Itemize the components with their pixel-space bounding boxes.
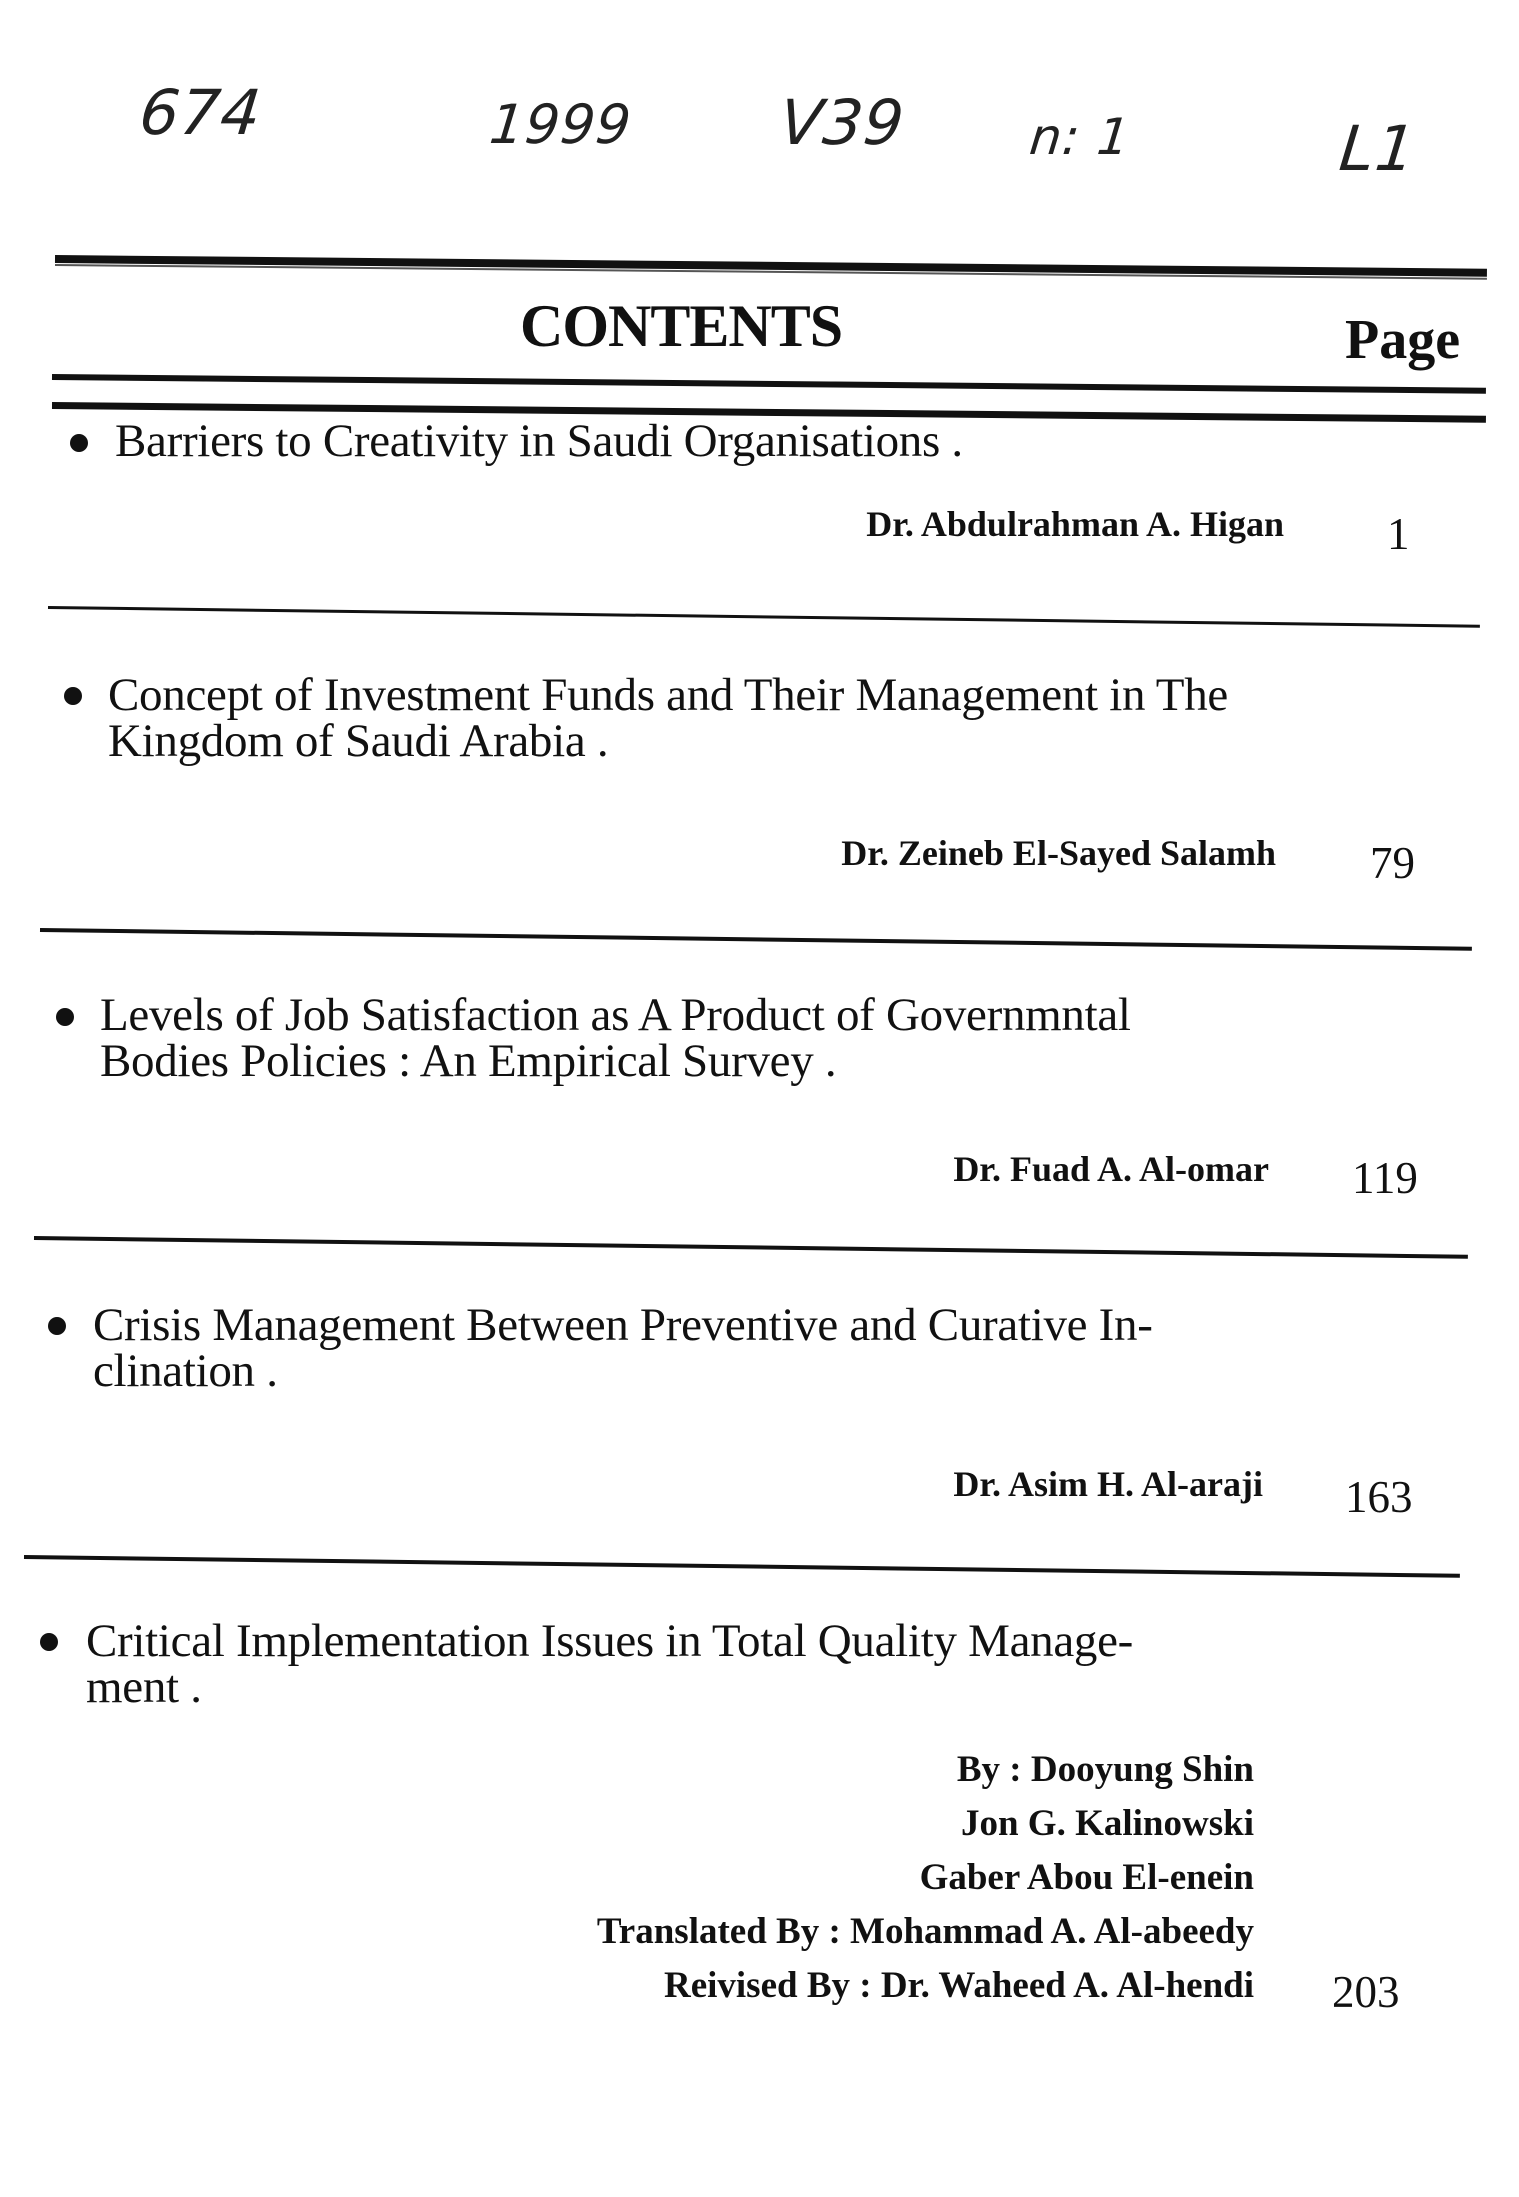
credit-line: Translated By : Mohammad A. Al-abeedy — [596, 1911, 1254, 1952]
credit-line: Jon G. Kalinowski — [960, 1803, 1254, 1844]
handwritten-issue: n: 1 — [1026, 108, 1134, 166]
entry-title-line: Crisis Management Between Preventive and Curative In- — [93, 1299, 1153, 1351]
entry-page-number: 163 — [1345, 1472, 1413, 1522]
handwritten-call-number: 674 — [136, 76, 266, 149]
entry-title-line: Bodies Policies : An Empirical Survey . — [100, 1035, 837, 1087]
credit-line: Reivised By : Dr. Waheed A. Al-hendi — [663, 1965, 1254, 2006]
entry-title-line: Critical Implementation Issues in Total Quality Manage- — [86, 1615, 1134, 1667]
entry-page-number: 203 — [1332, 1967, 1400, 2017]
entry-author: Dr. Zeineb El-Sayed Salamh — [841, 833, 1276, 873]
handwritten-year: 1999 — [486, 93, 635, 156]
entry-author: Dr. Asim H. Al-araji — [953, 1464, 1263, 1504]
bullet-icon — [48, 1317, 66, 1335]
entry-page-number: 119 — [1352, 1153, 1418, 1203]
entry-title — [108, 669, 1228, 767]
entry-divider — [34, 1236, 1468, 1259]
entry-author: Dr. Abdulrahman A. Higan — [866, 504, 1284, 544]
bullet-icon — [40, 1633, 58, 1651]
entry-divider — [24, 1555, 1460, 1578]
credit-line: By : Dooyung Shin — [956, 1749, 1254, 1790]
page-column-label: Page — [1345, 309, 1461, 371]
entry-title-line: Barriers to Creativity in Saudi Organisations . — [115, 415, 963, 467]
entry-divider — [40, 928, 1472, 951]
entry-title-line: Levels of Job Satisfaction as A Product of Governmntal — [100, 989, 1131, 1041]
header-bottom-rule — [52, 374, 1486, 394]
entry-title — [100, 989, 1131, 1087]
entry-title — [93, 1299, 1153, 1397]
bullet-icon — [56, 1008, 74, 1026]
credit-line: Gaber Abou El-enein — [919, 1857, 1254, 1898]
entry-credits — [597, 1743, 1254, 2013]
entry-author: Dr. Fuad A. Al-omar — [953, 1149, 1269, 1189]
bullet-icon — [70, 434, 88, 452]
entry-divider — [48, 606, 1480, 628]
handwritten-volume: V39 — [776, 86, 909, 159]
contents-title: CONTENTS — [520, 293, 843, 359]
entry-title-line: Concept of Investment Funds and Their Management in The — [108, 669, 1228, 721]
entry-title — [86, 1615, 1134, 1713]
entry-title — [115, 415, 963, 467]
entry-page-number: 79 — [1370, 838, 1415, 888]
entry-page-number: 1 — [1387, 509, 1410, 559]
entry-title-line: clination . — [93, 1345, 278, 1397]
entry-title-line: ment . — [86, 1661, 202, 1713]
bullet-icon — [64, 687, 82, 705]
entry-title-line: Kingdom of Saudi Arabia . — [108, 715, 609, 767]
handwritten-location: L1 — [1336, 112, 1420, 185]
